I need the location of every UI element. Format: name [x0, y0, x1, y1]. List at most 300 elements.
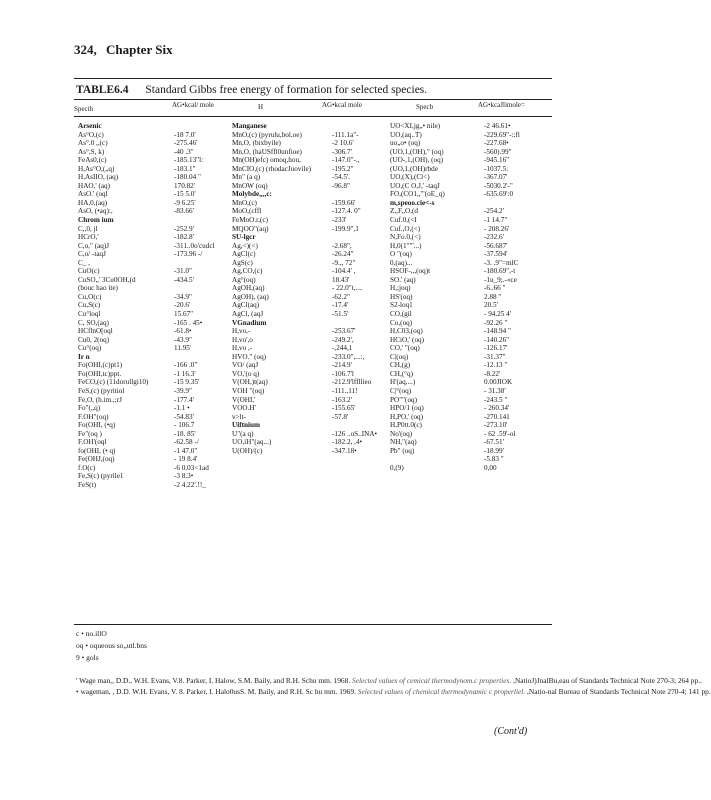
- gibbs-value-cell: -31.0": [174, 267, 192, 276]
- table-group-heading: [78, 122, 234, 131]
- table-column-2: [232, 122, 396, 455]
- gibbs-value-cell: -83.66': [174, 207, 194, 216]
- species-cell: H,C03,(oq): [390, 327, 423, 336]
- gibbs-value-cell: -15 9.35': [174, 378, 200, 387]
- gibbs-value-cell: -183.1": [174, 164, 196, 173]
- table-row: [232, 404, 396, 413]
- species-cell: VGnadium: [232, 318, 267, 327]
- table-caption: [76, 84, 427, 96]
- species-cell: HCrO,': [78, 233, 99, 242]
- table-row: [390, 276, 552, 285]
- species-cell: AgCl(aq): [232, 301, 260, 310]
- gibbs-value-cell: 2.88 ": [484, 292, 502, 301]
- gibbs-value-cell: -229.69"-:;fl: [484, 130, 520, 139]
- gibbs-value-cell: -233.0",...:,: [332, 352, 365, 361]
- gibbs-value-cell: -9.,, 72": [332, 258, 356, 267]
- species-cell: SO.' (aq): [390, 275, 416, 284]
- gibbs-value-cell: 20.5': [484, 301, 498, 310]
- species-cell: NH,"(aq): [390, 438, 417, 447]
- species-cell: SU-lgcr: [232, 233, 256, 242]
- table-body: [74, 122, 552, 626]
- table-row: [390, 259, 552, 268]
- table-row: [390, 430, 552, 439]
- table-row: [78, 310, 234, 319]
- gibbs-value-cell: 15.67": [174, 310, 194, 319]
- gibbs-value-cell: -9 6.25': [174, 198, 196, 207]
- note-line: c • no.illO: [76, 629, 107, 638]
- header-top-rule: [74, 99, 552, 100]
- table-row: [78, 242, 234, 251]
- gibbs-value-cell: -155.65': [332, 404, 356, 413]
- gibbs-value-cell: -147.0"-.,: [332, 156, 360, 165]
- page-header: [74, 42, 173, 58]
- table-row: [232, 216, 396, 225]
- gibbs-value-cell: -163.2': [332, 395, 352, 404]
- reference-source: ,Natio-nal Bureau of Standards Technical Note 270-4; 141 pp.: [527, 686, 711, 696]
- species-cell: Cuf.0,(<I: [390, 216, 417, 225]
- table-row: [390, 173, 552, 182]
- gibbs-value-cell: -347.18•: [332, 446, 357, 455]
- table-row: [78, 336, 234, 345]
- species-cell: C|°(oq): [390, 386, 412, 395]
- gibbs-value-cell: -92.26 ": [484, 318, 508, 327]
- table-row: [232, 336, 396, 345]
- species-cell: Fe"(oq ): [78, 429, 102, 438]
- table-row: [390, 361, 552, 370]
- gibbs-value-cell: -273.10': [484, 421, 508, 430]
- table-row: [78, 148, 234, 157]
- gibbs-value-cell: -37.594': [484, 250, 508, 259]
- table-row: [78, 370, 234, 379]
- reference-authors: wageman, , D.D. W.H. Evans, V. 8. Parker, I. Halo0usS. M. Baily, and R.H. Sc hu mm. 1969.: [80, 686, 356, 696]
- reference-title: Selected values of cemical thermodynom.c properties.: [352, 676, 512, 685]
- species-cell: H,;joq): [390, 284, 411, 293]
- species-cell: Cu,O(c): [78, 292, 102, 301]
- gibbs-value-cell: -6..66 ": [484, 284, 506, 293]
- species-cell: Fo"(„q): [78, 404, 101, 413]
- col2-value-header: AG•kcal mole: [322, 101, 362, 109]
- gibbs-value-cell: -126.17': [484, 344, 508, 353]
- gibbs-value-cell: -18.99': [484, 446, 504, 455]
- species-cell: f.O(c): [78, 463, 96, 472]
- table-row: [78, 455, 234, 464]
- gibbs-value-cell: -177.4': [174, 395, 194, 404]
- table-row: [78, 225, 234, 234]
- gibbs-value-cell: -34.9": [174, 292, 192, 301]
- species-cell: HA,0,(aq): [78, 198, 108, 207]
- species-cell: F.OH"(oq): [78, 412, 109, 421]
- gibbs-value-cell: -15 5.0': [174, 190, 196, 199]
- species-cell: HCflnO[oql: [78, 327, 113, 336]
- table-row: [232, 276, 396, 285]
- species-cell: FeS,(c) (pyritiol: [78, 386, 125, 395]
- gibbs-value-cell: [174, 259, 234, 268]
- species-cell: HAO,' (aq): [78, 181, 111, 190]
- table-row: [78, 447, 234, 456]
- gibbs-value-cell: -31.37": [484, 352, 506, 361]
- table-row: [390, 267, 552, 276]
- gibbs-value-cell: -62.2": [332, 292, 350, 301]
- gibbs-value-cell: -,244,1: [332, 344, 353, 353]
- table-row: [390, 464, 552, 473]
- gibbs-value-cell: -254.2': [484, 207, 504, 216]
- table-row: [390, 293, 552, 302]
- table-row: [232, 370, 396, 379]
- gibbs-value-cell: -56.687': [484, 241, 508, 250]
- species-cell: V(OHI,': [232, 395, 256, 404]
- table-group-heading: [78, 216, 234, 225]
- species-cell: Z,,F,,O,(d: [390, 207, 418, 216]
- species-cell: Fe(OHJ,(oq): [78, 455, 115, 464]
- header-bottom-rule: [74, 116, 552, 117]
- table-row: [232, 344, 396, 353]
- gibbs-value-cell: -165 . 45•: [174, 318, 203, 327]
- species-cell: H'(aq,...): [390, 378, 416, 387]
- gibbs-value-cell: -945.16": [484, 156, 510, 165]
- gibbs-value-cell: -212.9'lffllieo: [332, 378, 372, 387]
- table-row: [390, 216, 552, 225]
- table-row: [390, 165, 552, 174]
- gibbs-value-cell: -54.5'.: [332, 173, 351, 182]
- species-cell: Cu,S(c): [78, 301, 101, 310]
- gibbs-value-cell: -104.4' ,: [332, 267, 356, 276]
- table-row: [390, 319, 552, 328]
- gibbs-value-cell: -182.8': [174, 233, 194, 242]
- gibbs-value-cell: -252.9': [174, 224, 194, 233]
- species-cell: (bouc hao ite): [78, 284, 118, 293]
- continued-label: (Cont'd): [494, 726, 528, 737]
- table-row: [78, 430, 234, 439]
- species-cell: AsO, (•aq):,: [78, 207, 113, 216]
- table-row: [78, 481, 234, 490]
- table-row: [78, 421, 234, 430]
- table-row: [390, 156, 552, 165]
- table-row: [390, 122, 552, 131]
- gibbs-value-cell: - 19 8.4': [174, 455, 198, 464]
- species-cell: H,vo,-: [232, 327, 251, 336]
- species-cell: Arsenic: [78, 122, 102, 130]
- table-row: [232, 139, 396, 148]
- species-cell: Fo(OHI,tc)ppt.: [78, 369, 122, 378]
- species-cell: CH,(g): [390, 361, 411, 370]
- gibbs-value-cell: -1u_9;.-«ce: [484, 275, 517, 284]
- table-row: [78, 293, 234, 302]
- species-cell: (UO,1,(OH)rbde: [390, 164, 438, 173]
- species-cell: H,AsIIO, (aq): [78, 173, 119, 182]
- species-cell: VOO.H': [232, 404, 256, 413]
- gibbs-value-cell: [332, 421, 396, 430]
- gibbs-value-cell: -275.46': [174, 139, 198, 148]
- species-cell: F.OH'(oql: [78, 438, 107, 447]
- gibbs-value-cell: -195.2": [332, 164, 354, 173]
- table-row: [78, 464, 234, 473]
- species-cell: CuSO„' 3Cu0OH,(d: [78, 275, 136, 284]
- gibbs-value-cell: -3. .9"=mlC: [484, 258, 519, 267]
- gibbs-value-cell: -61.8•: [174, 327, 192, 336]
- table-row: [78, 327, 234, 336]
- table-row: [232, 396, 396, 405]
- table-row: [78, 404, 234, 413]
- table-row: [232, 413, 396, 422]
- gibbs-value-cell: -1037.5:: [484, 164, 509, 173]
- species-cell: Pb" (oq): [390, 446, 415, 455]
- gibbs-value-cell: -111.,11!: [332, 386, 358, 395]
- species-cell: uo„o• (oq): [390, 139, 421, 148]
- table-row: [232, 438, 396, 447]
- species-cell: Cu0, 2(oq): [78, 335, 110, 344]
- table-row: [78, 182, 234, 191]
- species-cell: HS'(oq): [390, 292, 413, 301]
- gibbs-value-cell: -20.6': [174, 301, 191, 310]
- reference-source: ,NatioJ)JnalBu,eau of Standards Technical Note 270-3; 264 pp..: [513, 676, 702, 685]
- gibbs-value-cell: -51.5': [332, 310, 349, 319]
- species-cell: AgOH,(aq): [232, 284, 265, 293]
- species-cell: MnOW (oq): [232, 181, 268, 190]
- gibbs-value-cell: -434.5': [174, 275, 194, 284]
- species-cell: AgOH), (aq): [232, 292, 269, 301]
- species-cell: C|(oq): [390, 352, 409, 361]
- species-cell: Fo(OHI, (•q): [78, 421, 116, 430]
- gibbs-value-cell: [174, 284, 234, 293]
- note-line: 9 • gols: [76, 653, 99, 662]
- species-cell: [390, 455, 484, 464]
- gibbs-value-cell: -185.13"l:: [174, 156, 204, 165]
- gibbs-value-cell: -199.9",1: [332, 224, 359, 233]
- species-cell: As°O,(c): [78, 130, 104, 139]
- column-headers: [74, 101, 552, 115]
- table-group-heading: [232, 233, 396, 242]
- col1-value-header: AG•kcal/ mole: [172, 101, 214, 109]
- species-cell: H,vo',o: [232, 335, 253, 344]
- species-cell: (UO,1,(OH)," (oq): [390, 147, 444, 156]
- species-cell: Ir n: [78, 352, 90, 361]
- gibbs-value-cell: -12.13 ": [484, 361, 508, 370]
- table-row: [78, 131, 234, 140]
- table-notes: [76, 628, 147, 664]
- table-row: [232, 267, 396, 276]
- table-group-heading: [78, 353, 234, 362]
- species-cell: FeMoO.r,(c): [232, 216, 269, 225]
- table-row: [78, 378, 234, 387]
- species-cell: V(OH,)t(aq): [232, 378, 268, 387]
- reference-1: [76, 676, 702, 687]
- species-cell: Uiftnium: [232, 421, 260, 430]
- gibbs-value-cell: -1 14.7": [484, 216, 508, 225]
- table-row: [390, 404, 552, 413]
- gibbs-value-cell: -1.1 •: [174, 404, 190, 413]
- table-row: [232, 301, 396, 310]
- gibbs-value-cell: -8.22': [484, 369, 501, 378]
- species-cell: Mn,O, (haUSffl0unfioe): [232, 147, 302, 156]
- gibbs-value-cell: 170.82': [174, 181, 196, 190]
- gibbs-value-cell: [332, 190, 396, 199]
- gibbs-value-cell: -106.7'l: [332, 369, 354, 378]
- table-row: [390, 148, 552, 157]
- table-row: [390, 438, 552, 447]
- species-cell: UO,(X),(Cl<): [390, 173, 430, 182]
- species-cell: MnO,(c) (pyrulu,bol,oe): [232, 130, 302, 139]
- gibbs-value-cell: -249.2',: [332, 335, 354, 344]
- gibbs-value-cell: 11.95': [174, 344, 192, 353]
- gibbs-value-cell: -26.24": [332, 250, 354, 259]
- table-row: [390, 250, 552, 259]
- species-cell: H,As°O,(„q): [78, 164, 115, 173]
- gibbs-value-cell: [174, 122, 234, 131]
- species-cell: Ag,CO,(c): [232, 267, 263, 276]
- gibbs-value-cell: -182.2, ,4•: [332, 438, 363, 447]
- species-cell: 0,(aq)...: [390, 258, 413, 267]
- table-row: [390, 131, 552, 140]
- table-row: [232, 207, 396, 216]
- table-row: [232, 430, 396, 439]
- table-row: [232, 250, 396, 259]
- table-row: [78, 438, 234, 447]
- col2-species-header: H: [258, 103, 264, 111]
- species-cell: N,Fo.0,(<): [390, 233, 421, 242]
- gibbs-value-cell: -243.5 ": [484, 395, 508, 404]
- gibbs-value-cell: -5030.2'-": [484, 181, 513, 190]
- table-row: [390, 207, 552, 216]
- references: [76, 676, 711, 698]
- species-cell: H,vo ,-: [232, 344, 253, 353]
- gibbs-value-cell: [174, 353, 234, 362]
- species-cell: As°.0 ,,(c): [78, 139, 108, 148]
- gibbs-value-cell: -2.68",: [332, 241, 352, 250]
- table-bottom-rule: [74, 624, 552, 625]
- table-group-heading: [232, 319, 396, 328]
- species-cell: H,0(1""'...): [390, 241, 422, 250]
- gibbs-value-cell: -39.9": [174, 386, 192, 395]
- gibbs-value-cell: [332, 319, 396, 328]
- table-row: [232, 310, 396, 319]
- species-cell: AsO.' (oql: [78, 190, 108, 199]
- table-row: [232, 131, 396, 140]
- species-cell: C,o," (aq)J: [78, 241, 110, 250]
- table-row: [232, 182, 396, 191]
- table-row: [78, 165, 234, 174]
- table-row: [232, 387, 396, 396]
- table-row: [390, 225, 552, 234]
- reference-marker: ': [76, 676, 78, 685]
- gibbs-value-cell: -173.96 -/: [174, 250, 203, 259]
- species-cell: H,P0tt.0(c): [390, 421, 422, 430]
- species-cell: CO,(gil: [390, 310, 412, 319]
- species-cell: Chrom ium: [78, 216, 114, 225]
- table-row: [78, 344, 234, 353]
- table-row: [390, 233, 552, 242]
- gibbs-value-cell: -306.7': [332, 147, 352, 156]
- table-row: [390, 447, 552, 456]
- table-row: [390, 353, 552, 362]
- table-row: [78, 233, 234, 242]
- gibbs-value-cell: -233': [332, 216, 347, 225]
- species-cell: C,,0, jl: [78, 224, 98, 233]
- species-cell: fo(OHI, (• q): [78, 446, 116, 455]
- table-row: [78, 387, 234, 396]
- table-row: [232, 259, 396, 268]
- gibbs-value-cell: -367.07': [484, 173, 508, 182]
- gibbs-value-cell: -148.94 ": [484, 327, 511, 336]
- gibbs-value-cell: -1 16.3': [174, 369, 196, 378]
- species-cell: HVO." (oq): [232, 352, 267, 361]
- gibbs-value-cell: -214.9': [332, 361, 352, 370]
- table-row: [390, 310, 552, 319]
- table-row: [78, 413, 234, 422]
- col3-species-header: Specb: [416, 103, 434, 111]
- table-row: [390, 370, 552, 379]
- species-cell: Mn,O, (bixbyile): [232, 139, 281, 148]
- table-group-heading: [390, 199, 552, 208]
- table-row: [78, 472, 234, 481]
- table-row: [232, 165, 396, 174]
- table-group-heading: [232, 421, 396, 430]
- table-row: [78, 396, 234, 405]
- page-number: 324,: [74, 42, 97, 57]
- species-cell: AgS(c): [232, 258, 253, 267]
- reference-authors: Wage man,, D.D., W.H. Evans, V.8. Parker, I. Halow, S.M. Baily, and R.H. Schu mm. 1968.: [79, 676, 351, 685]
- gibbs-value-cell: -5.83 ": [484, 455, 504, 464]
- table-row: [78, 319, 234, 328]
- gibbs-value-cell: -311..0o'cudcl: [174, 241, 215, 250]
- species-cell: HCiO,' (oq): [390, 335, 425, 344]
- top-rule: [74, 78, 552, 79]
- table-row: [78, 267, 234, 276]
- table-row: [232, 148, 396, 157]
- species-cell: FO,(CO1,,'"(oE_q): [390, 190, 445, 199]
- table-row: [78, 207, 234, 216]
- table-row: [78, 156, 234, 165]
- species-cell: Mn" (a q): [232, 173, 261, 182]
- species-cell: Fo(OHI,(c)pt1): [78, 361, 123, 370]
- species-cell: FeS(t): [78, 480, 96, 489]
- species-cell: H,PO,' (oq): [390, 412, 424, 421]
- gibbs-value-cell: -126 ..oS..INA•: [332, 429, 378, 438]
- table-group-heading: [232, 190, 396, 199]
- table-row: [232, 293, 396, 302]
- table-row: [232, 173, 396, 182]
- table-row: [390, 387, 552, 396]
- gibbs-value-cell: -57.8': [332, 412, 349, 421]
- species-cell: VO/ (aqJ: [232, 361, 259, 370]
- gibbs-value-cell: -227.68•: [484, 139, 509, 148]
- gibbs-value-cell: -96.8": [332, 181, 350, 190]
- table-row: [232, 156, 396, 165]
- gibbs-value-cell: -67.51': [484, 438, 504, 447]
- species-cell: v>lt-: [232, 412, 247, 421]
- table-row: [232, 242, 396, 251]
- species-cell: 0,(9): [390, 463, 404, 472]
- table-row: [232, 199, 396, 208]
- gibbs-value-cell: - 94.25 4': [484, 310, 512, 319]
- gibbs-value-cell: -127.4. 0": [332, 207, 361, 216]
- chapter-title: Chapter Six: [106, 42, 173, 57]
- table-row: [390, 413, 552, 422]
- gibbs-value-cell: [484, 199, 552, 208]
- table-row: [390, 242, 552, 251]
- species-cell: AgCl(c): [232, 250, 256, 259]
- species-cell: C,o/ -taqJ: [78, 250, 106, 259]
- gibbs-value-cell: 0.00JIOK: [484, 378, 513, 387]
- gibbs-value-cell: -635.69':0: [484, 190, 514, 199]
- reference-title: Selected values of chemical thermodynamic c properliel.: [357, 686, 526, 696]
- table-row: [78, 190, 234, 199]
- species-cell: MQOO"(aq): [232, 224, 269, 233]
- species-cell: Ag°(oq): [232, 275, 256, 284]
- species-cell: Cuf.,O,(<): [390, 224, 421, 233]
- species-cell: UO,(aq..T): [390, 130, 422, 139]
- gibbs-value-cell: -253.67': [332, 327, 356, 336]
- table-row: [78, 361, 234, 370]
